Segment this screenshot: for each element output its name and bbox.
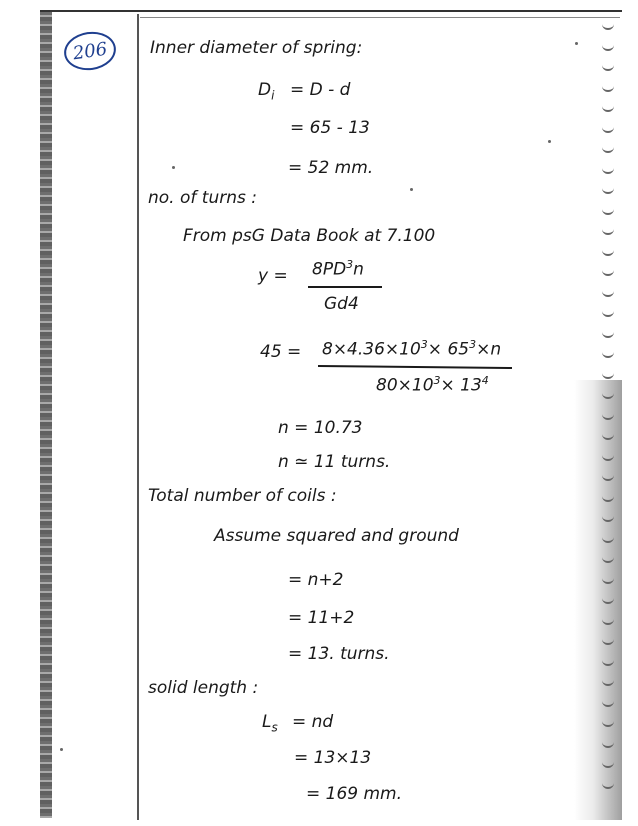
solid-length-symbol-sub: s bbox=[271, 720, 278, 735]
binding-ring bbox=[602, 697, 614, 707]
solid-length-heading: solid length : bbox=[148, 678, 259, 698]
binding-ring bbox=[602, 492, 614, 502]
binding-ring bbox=[602, 246, 614, 256]
sub-den-b: × 13 bbox=[440, 375, 482, 396]
binding-ring bbox=[602, 635, 614, 645]
binding-ring bbox=[602, 451, 614, 461]
deflection-formula-denominator: Gd4 bbox=[324, 294, 359, 314]
sub-den-exp1: 3 bbox=[433, 374, 441, 387]
binding-ring bbox=[602, 205, 614, 215]
binding-ring bbox=[602, 430, 614, 440]
formula-numerator-a: 8PD bbox=[312, 259, 347, 280]
deflection-formula-numerator bbox=[312, 258, 364, 280]
inner-diameter-line-1: = D - d bbox=[290, 80, 351, 100]
binding-ring bbox=[602, 615, 614, 625]
binding-ring bbox=[602, 348, 614, 358]
page-top-rule bbox=[140, 17, 620, 18]
margin-line bbox=[137, 14, 139, 820]
binding-ring bbox=[602, 82, 614, 92]
binding-ring bbox=[602, 717, 614, 727]
binding-ring bbox=[602, 410, 614, 420]
inner-diameter-symbol-sub: i bbox=[271, 88, 275, 103]
turns-result-rounded: n ≃ 11 turns. bbox=[278, 452, 391, 472]
binding-ring bbox=[602, 266, 614, 276]
binding-ring bbox=[602, 225, 614, 235]
deflection-fraction-bar bbox=[308, 286, 382, 288]
scan-speck bbox=[172, 166, 175, 169]
inner-diameter-line-3: = 52 mm. bbox=[288, 158, 374, 178]
sub-num-exp1: 3 bbox=[420, 338, 428, 351]
binding-ring bbox=[602, 553, 614, 563]
formula-numerator-b: n bbox=[353, 259, 364, 280]
binding-ring bbox=[602, 656, 614, 666]
substitution-fraction-bar bbox=[318, 365, 512, 369]
total-coils-line-1: = n+2 bbox=[288, 570, 344, 590]
binding-ring bbox=[602, 41, 614, 51]
scan-speck bbox=[410, 188, 413, 191]
binding-ring bbox=[602, 369, 614, 379]
binding-ring bbox=[602, 20, 614, 30]
formula-numerator-exp: 3 bbox=[346, 258, 354, 271]
sub-num-c: ×n bbox=[476, 339, 502, 360]
binding-ring bbox=[602, 533, 614, 543]
scan-speck bbox=[60, 748, 63, 751]
page-number: 206 bbox=[71, 38, 109, 64]
binding-ring bbox=[602, 287, 614, 297]
total-coils-line-3: = 13. turns. bbox=[288, 644, 390, 664]
binding-ring bbox=[602, 471, 614, 481]
binding-ring bbox=[602, 758, 614, 768]
scan-speck bbox=[548, 140, 551, 143]
turns-heading: no. of turns : bbox=[148, 188, 257, 208]
binding-ring bbox=[602, 738, 614, 748]
inner-diameter-symbol bbox=[258, 80, 274, 102]
sub-num-a: 8×4.36×10 bbox=[322, 339, 421, 360]
solid-length-symbol bbox=[262, 712, 278, 734]
binding-ring bbox=[602, 184, 614, 194]
solid-length-symbol-main: L bbox=[262, 712, 272, 732]
binding-ring bbox=[602, 143, 614, 153]
spiral-binding bbox=[600, 20, 620, 800]
binding-ring bbox=[602, 389, 614, 399]
solid-length-line-2: = 13×13 bbox=[294, 748, 372, 768]
turns-result-exact: n = 10.73 bbox=[278, 418, 363, 438]
total-coils-line-2: = 11+2 bbox=[288, 608, 355, 628]
total-coils-heading: Total number of coils : bbox=[148, 486, 337, 506]
binding-ring bbox=[602, 574, 614, 584]
binding-ring bbox=[602, 328, 614, 338]
binding-ring bbox=[602, 676, 614, 686]
substitution-numerator bbox=[322, 338, 501, 360]
binding-ring bbox=[602, 594, 614, 604]
sub-den-a: 80×10 bbox=[376, 375, 434, 396]
binding-ring bbox=[602, 512, 614, 522]
sub-num-b: × 65 bbox=[427, 339, 470, 360]
inner-diameter-line-2: = 65 - 13 bbox=[290, 118, 370, 138]
binding-ring bbox=[602, 61, 614, 71]
substitution-denominator bbox=[376, 374, 489, 396]
inner-diameter-symbol-main: D bbox=[258, 80, 272, 100]
binding-ring bbox=[602, 307, 614, 317]
sub-den-exp2: 4 bbox=[481, 374, 489, 387]
page-top-border bbox=[40, 10, 622, 12]
page-number-circle bbox=[62, 29, 119, 74]
scan-left-edge bbox=[40, 12, 52, 818]
binding-ring bbox=[602, 102, 614, 112]
scan-speck bbox=[575, 42, 578, 45]
deflection-formula-lhs: y = bbox=[258, 266, 288, 286]
inner-diameter-heading: Inner diameter of spring: bbox=[150, 38, 363, 58]
end-assumption: Assume squared and ground bbox=[214, 526, 459, 546]
substitution-lhs: 45 = bbox=[260, 342, 302, 362]
binding-ring bbox=[602, 779, 614, 789]
solid-length-line-1: = nd bbox=[292, 712, 334, 732]
solid-length-line-3: = 169 mm. bbox=[306, 784, 403, 804]
binding-ring bbox=[602, 164, 614, 174]
data-book-reference: From psG Data Book at 7.100 bbox=[183, 226, 436, 246]
sub-num-exp2: 3 bbox=[469, 338, 477, 351]
binding-ring bbox=[602, 123, 614, 133]
